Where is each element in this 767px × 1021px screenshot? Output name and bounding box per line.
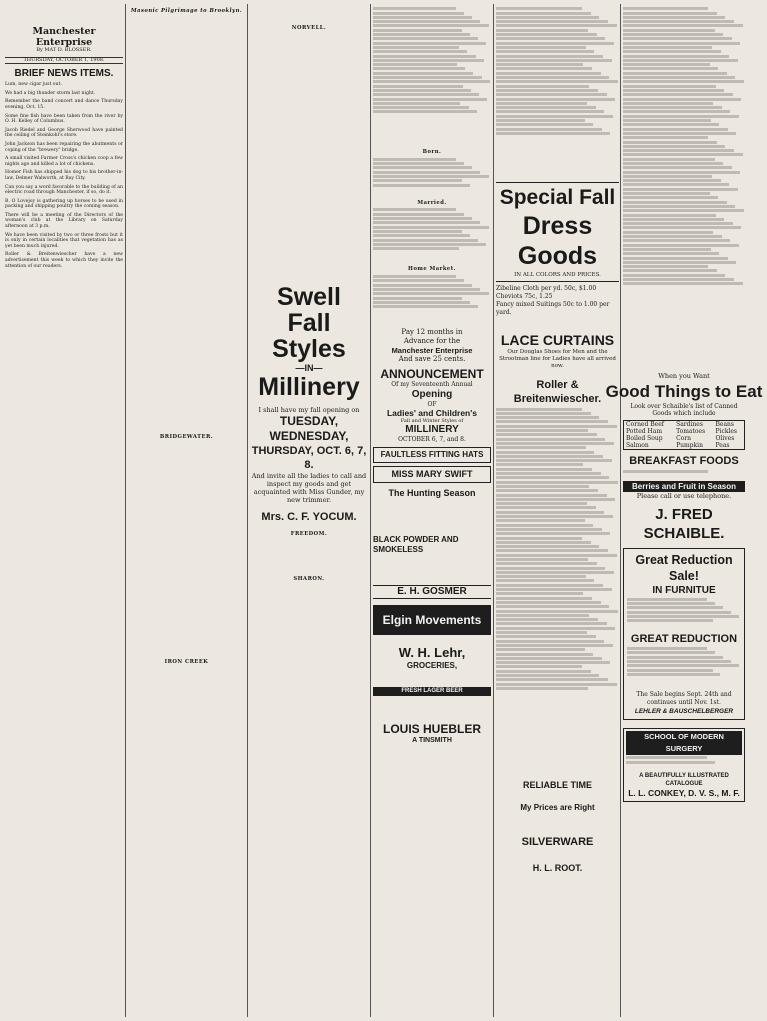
table-cell: Salmon [626, 442, 649, 450]
price-lines [496, 285, 619, 317]
tinsmith-label: A TINSMITH [412, 737, 452, 745]
news-item: Homer Fish has shipped his dog to his brother-in-law, Delmer Walworth, at Bay City. [5, 170, 123, 181]
breakfast-foods: BREAKFAST FOODS [629, 455, 739, 468]
column-1 [5, 6, 123, 1017]
announcement-title: ANNOUNCEMENT [380, 367, 484, 382]
lehr-name: W. H. Lehr, [398, 645, 466, 661]
elgin-ad: Elgin Movements [373, 605, 491, 635]
call-line: Please call or use telephone. [636, 491, 732, 500]
firm-name: LEHLER & BAUSCHELBERGER [634, 708, 734, 716]
news-item: A small visited Farmer Cross's chicken coop a few nights ago and killed a lot of chickens. [5, 156, 123, 167]
furniture-word: IN FURNITUE [652, 584, 716, 596]
schaible-name: J. FRED SCHAIBLE. [643, 505, 725, 542]
married-heading: Married. [417, 199, 447, 206]
conkey-name: L. L. CONKEY, D. V. S., M. F. [628, 788, 740, 799]
in-line: —IN— [295, 362, 323, 373]
lace-curtains: LACE CURTAINS [500, 332, 615, 349]
column-2 [128, 6, 245, 1017]
dress-goods: Dress Goods [517, 212, 598, 271]
table-cell: Beans [715, 421, 734, 429]
opening-invite: And invite all the ladies to call and inspect my goods and get acquainted with Miss Gunder, my new trimmer. [251, 471, 367, 504]
table-cell: Corned Beef [626, 421, 664, 429]
table-cell: Peas [715, 442, 730, 450]
announcement-dates: OCTOBER 6, 7, and 8. [398, 436, 466, 444]
lager-bar: FRESH LAGER BEER [373, 687, 491, 696]
sale-ad [623, 548, 745, 721]
news-heading: BRIEF NEWS ITEMS. [14, 68, 114, 80]
section-iron-creek: IRON CREEK [164, 659, 209, 666]
prices-right: My Prices are Right [520, 802, 595, 812]
column-4 [373, 6, 491, 1017]
news-item: Remember the band concert and dance Thursday evening, Oct. 15. [5, 99, 123, 110]
dress-goods-ad [496, 182, 619, 282]
col4-top-text [373, 7, 491, 147]
school-title: SCHOOL OF MODERN SURGERY [626, 731, 742, 755]
sale-title: Great Reduction Sale! [635, 552, 733, 583]
news-item: Some fine fish have been taken from the river by O. H. Kelley of Columbus. [5, 113, 123, 125]
opening-word: Opening [411, 389, 453, 401]
news-item: Can you say a word favorable to the building of an electric road through Manchester, if so, do it. [5, 184, 123, 196]
home-market-heading: Home Market. [408, 266, 456, 273]
section-norvell: NORVELL. [291, 25, 327, 31]
huebler-name: LOUIS HUEBLER [382, 722, 481, 737]
column-rule [247, 4, 248, 1017]
berries-bar: Berries and Fruit in Season [623, 481, 745, 492]
sale-days: The Sale begins Sept. 24th and continues until Nov. 1st. [636, 691, 732, 707]
pay-line: And save 25 cents. [398, 355, 466, 364]
table-row [624, 442, 745, 450]
opening-ad [250, 406, 368, 524]
gosmer-name: E. H. GOSMER [373, 585, 491, 599]
col5-mid-text [496, 408, 619, 780]
announcement-ad [373, 367, 491, 444]
yocum-name: Mrs. C. F. YOCUM. [261, 510, 357, 523]
pay-paper: Manchester Enterprise [391, 346, 473, 356]
married-text [373, 208, 491, 264]
column-5 [496, 6, 619, 1017]
section-sharon: SHARON. [293, 576, 325, 583]
sale-text [627, 598, 741, 632]
canned-goods-table [623, 420, 745, 450]
section-bridgewater: BRIDGEWATER. [159, 433, 214, 440]
section-freedom: FREEDOM. [290, 530, 328, 537]
ladies-children: Ladies' and Children's [386, 408, 477, 419]
col6-top-text [623, 7, 745, 372]
catalogue-line: A BEAUTIFULLY ILLUSTRATED CATALOGUE [639, 773, 729, 788]
announcement-sub: Of my Seventeenth Annual [391, 381, 473, 389]
shoes-line: Our Douglas Shoes for Men and the Strootman line for Ladies have all arrived now. [499, 349, 616, 370]
special-fall: Special Fall [499, 186, 616, 210]
table-cell: Boiled Soup [626, 435, 663, 443]
fall-styles-line: Fall Styles [272, 308, 346, 363]
swift-box: MISS MARY SWIFT [373, 466, 491, 483]
hunting-title: The Hunting Season [388, 488, 476, 499]
millinery-word: MILLINERY [405, 424, 459, 436]
news-item: John Jackson has been repairing the abutments or coping of the "brewery" bridge. [5, 141, 123, 153]
price-zibeline: Zibeline Cloth per yd. 50c, $1.00 [496, 285, 597, 293]
roller-name: Roller & Breitenwiescher. [513, 379, 602, 406]
born-heading: Born. [422, 149, 442, 156]
table-cell: Pickles [715, 428, 738, 436]
groceries: GROCERIES, [406, 661, 458, 671]
news-item: We had a big thunder storm last night. [5, 90, 96, 96]
column-6 [605, 6, 763, 1017]
opening-line: I shall have my fall opening on [258, 405, 360, 414]
all-colors: IN ALL COLORS AND PRICES. [514, 272, 601, 279]
column-rule [493, 4, 494, 1017]
masthead-title: Manchester Enterprise [32, 26, 96, 48]
pay-line: Advance for the [403, 337, 461, 346]
reduction-title: GREAT REDUCTION [630, 632, 738, 645]
table-row [624, 421, 745, 429]
table-cell: Tomatoes [676, 428, 706, 436]
news-items [5, 82, 123, 269]
reduction-text [627, 647, 741, 691]
col5-top-text [496, 7, 619, 179]
swell-line: Swell [277, 282, 341, 311]
powder-title: BLACK POWDER AND SMOKELESS [373, 535, 459, 555]
table-cell: Corn [676, 435, 692, 443]
root-name: H. L. ROOT. [532, 862, 583, 873]
column-3 [250, 6, 368, 1017]
pay-line: Pay 12 months in [401, 328, 463, 337]
news-item: Roller & Breitenwiescher have a new advertisement this week to which they invite the attention of our readers. [5, 252, 123, 269]
news-item: We have been visited by two or three frosts but it is only in certain localities that vegetation has as yet been much injured. [5, 232, 123, 249]
good-things: Good Things to Eat [605, 382, 763, 402]
of-word: OF [427, 401, 437, 409]
pay-ad [373, 328, 491, 364]
news-item: B. O Lovejoy is gathering up horses to be used in packing and shipping poultry the coming season. [5, 198, 123, 210]
opening-dates: THURSDAY, OCT. 6, 7, 8. [251, 444, 367, 471]
news-item: Lum, new cigar just out. [5, 82, 62, 88]
table-cell: Sardines [676, 421, 703, 429]
table-cell: Olives [715, 435, 735, 443]
styles-line: Fall and Winter Styles of [400, 418, 464, 425]
market-text [373, 275, 491, 325]
news-item: Jacob Riedel and George Sherwood have painted the ceiling of Steinkohl's store. [5, 127, 123, 139]
pilgrimage-heading: Masonic Pilgrimage to Brooklyn. [130, 8, 243, 14]
column-rule [125, 4, 126, 1017]
school-ad [623, 728, 745, 802]
masthead-byline: By MAT D. BLOSSER. [36, 47, 92, 53]
table-row [624, 428, 745, 435]
opening-days: TUESDAY, WEDNESDAY, [269, 413, 349, 443]
table-cell: Potted Ham [626, 428, 663, 436]
masthead-dateline: THURSDAY, OCTOBER 1, 1908. [5, 57, 123, 65]
price-suitings: Fancy mixed Suitings 50c to 1.00 per yard. [496, 301, 610, 317]
column-rule [370, 4, 371, 1017]
canned-intro: Look over Schaible's list of Canned Goods which include [630, 403, 738, 418]
hats-box: FAULTLESS FITTING HATS [373, 447, 491, 463]
silverware: SILVERWARE [521, 835, 594, 848]
price-cheviots: Cheviots 75c, 1.25 [496, 293, 553, 301]
when-you-want: When you Want [658, 372, 710, 381]
school-text [626, 756, 742, 772]
table-cell: Pumpkin [676, 442, 703, 450]
swell-ad-title [250, 284, 368, 400]
millinery-line: Millinery [258, 372, 360, 401]
reliable-time: RELIABLE TIME [523, 779, 592, 790]
news-item: There will be a meeting of the Directors of the woman's club at the Library on Saturday afternoon at 3 p.m. [5, 212, 123, 230]
table-row [624, 435, 745, 442]
column-rule [620, 4, 621, 1017]
born-text [373, 158, 491, 198]
coffee-line [623, 470, 745, 478]
